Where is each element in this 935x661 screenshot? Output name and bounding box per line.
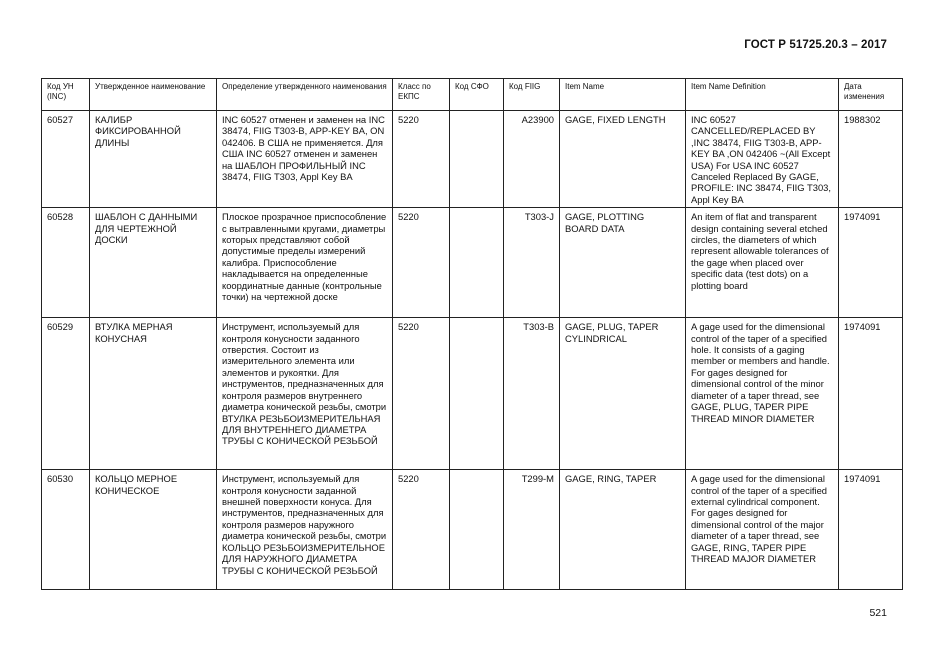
page-number: 521	[869, 607, 887, 619]
table-row	[42, 208, 903, 318]
cell-item-name: GAGE, FIXED LENGTH	[560, 111, 686, 208]
header-fiig-code: Код FIIG	[504, 79, 560, 111]
cell-item-name: GAGE, PLOTTING BOARD DATA	[560, 208, 686, 318]
header-item-name: Item Name	[560, 79, 686, 111]
cell-inc-code: 60530	[42, 470, 90, 590]
cell-sfo-code	[450, 111, 504, 208]
cell-item-name-definition: A gage used for the dimensional control of the taper of a specified hole. It consists of a gaging member or members and handle. For gages designed for dimensional control of the minor diameter of a taper thread, see GAGE, PLUG, TAPER PIPE THREAD MINOR DIAMETER	[686, 318, 839, 470]
cell-approved-name: ВТУЛКА МЕРНАЯ КОНУСНАЯ	[90, 318, 217, 470]
cell-item-name-definition: A gage used for the dimensional control of the taper of a specified external cylindrical component. For gages designed for dimensional control of the major diameter of a taper thread, see GAGE, RING, TAPER PIPE THREAD MAJOR DIAMETER	[686, 470, 839, 590]
table-row	[42, 470, 903, 590]
cell-item-name-definition: INC 60527 CANCELLED/REPLACED BY ,INC 38474, FIIG T303-B, APP-KEY BA ,ON 042406 ~(All Except USA) For USA INC 60527 Canceled Replaced By GAGE, PROFILE: INC 38474, FIIG T303, Appl Key BA	[686, 111, 839, 208]
cell-fiig-code: T303-B	[504, 318, 560, 470]
cell-approved-name: ШАБЛОН С ДАННЫМИ ДЛЯ ЧЕРТЕЖНОЙ ДОСКИ	[90, 208, 217, 318]
cell-item-name: GAGE, RING, TAPER	[560, 470, 686, 590]
table-header-row	[42, 79, 903, 111]
cell-item-name-definition: An item of flat and transparent design containing several etched circles, the diameters of which represent allowable tolerances of the gage when placed over specific data (test dots) on a plotting board	[686, 208, 839, 318]
cell-sfo-code	[450, 208, 504, 318]
document-header: ГОСТ Р 51725.20.3 – 2017	[744, 39, 887, 51]
header-ekps-class: Класс по ЕКПС	[393, 79, 450, 111]
catalog-table	[41, 78, 903, 590]
cell-approved-name: КОЛЬЦО МЕРНОЕ КОНИЧЕСКОЕ	[90, 470, 217, 590]
cell-name-definition: Инструмент, используемый для контроля конусности заданного отверстия. Состоит из измерительного элемента или элементов и рукоятки. Для инструментов, предназначенных для контроля размеров внутреннего диаметра конической резьбы, смотри ВТУЛКА РЕЗЬБОИЗМЕРИТЕЛЬНАЯ ДЛЯ ВНУТРЕННЕГО ДИАМЕТРА ТРУБЫ С КОНИЧЕСКОЙ РЕЗЬБОЙ	[217, 318, 393, 470]
cell-change-date: 1974091	[839, 208, 903, 318]
cell-change-date: 1974091	[839, 318, 903, 470]
header-inc-code: Код УН (INC)	[42, 79, 90, 111]
cell-sfo-code	[450, 470, 504, 590]
table-row	[42, 111, 903, 208]
header-change-date: Дата изменения	[839, 79, 903, 111]
cell-ekps-class: 5220	[393, 470, 450, 590]
table-row	[42, 318, 903, 470]
cell-fiig-code: T303-J	[504, 208, 560, 318]
cell-ekps-class: 5220	[393, 208, 450, 318]
cell-name-definition: Плоское прозрачное приспособление с вытравленными кругами, диаметры которых представляют собой допустимые пределы измерений калибра. Приспособление накладывается на определенные координатные данные (контрольные точки) на чертежной доске	[217, 208, 393, 318]
cell-inc-code: 60528	[42, 208, 90, 318]
cell-ekps-class: 5220	[393, 318, 450, 470]
cell-fiig-code: A23900	[504, 111, 560, 208]
header-approved-name: Утвержденное наименование	[90, 79, 217, 111]
cell-sfo-code	[450, 318, 504, 470]
cell-item-name: GAGE, PLUG, TAPER CYLINDRICAL	[560, 318, 686, 470]
header-name-definition: Определение утвержденного наименования	[217, 79, 393, 111]
cell-inc-code: 60527	[42, 111, 90, 208]
cell-change-date: 1988302	[839, 111, 903, 208]
cell-change-date: 1974091	[839, 470, 903, 590]
cell-approved-name: КАЛИБР ФИКСИРОВАННОЙ ДЛИНЫ	[90, 111, 217, 208]
cell-name-definition: Инструмент, используемый для контроля конусности заданной внешней поверхности конуса. Для инструментов, предназначенных для контроля размеров наружного диаметра конической резьбы, смотри КОЛЬЦО РЕЗЬБОИЗМЕРИТЕЛЬНОЕ ДЛЯ НАРУЖНОГО ДИАМЕТРА ТРУБЫ С КОНИЧЕСКОЙ РЕЗЬБОЙ	[217, 470, 393, 590]
cell-inc-code: 60529	[42, 318, 90, 470]
cell-fiig-code: T299-M	[504, 470, 560, 590]
cell-ekps-class: 5220	[393, 111, 450, 208]
header-item-name-definition: Item Name Definition	[686, 79, 839, 111]
header-sfo-code: Код СФО	[450, 79, 504, 111]
cell-name-definition: INC 60527 отменен и заменен на INC 38474, FIIG T303-B, APP-KEY BA, ON 042406. В США не применяется. Для США INC 60527 отменен и заменен на ШАБЛОН ПРОФИЛЬНЫЙ INC 38474, FIIG T303, Appl Key BA	[217, 111, 393, 208]
